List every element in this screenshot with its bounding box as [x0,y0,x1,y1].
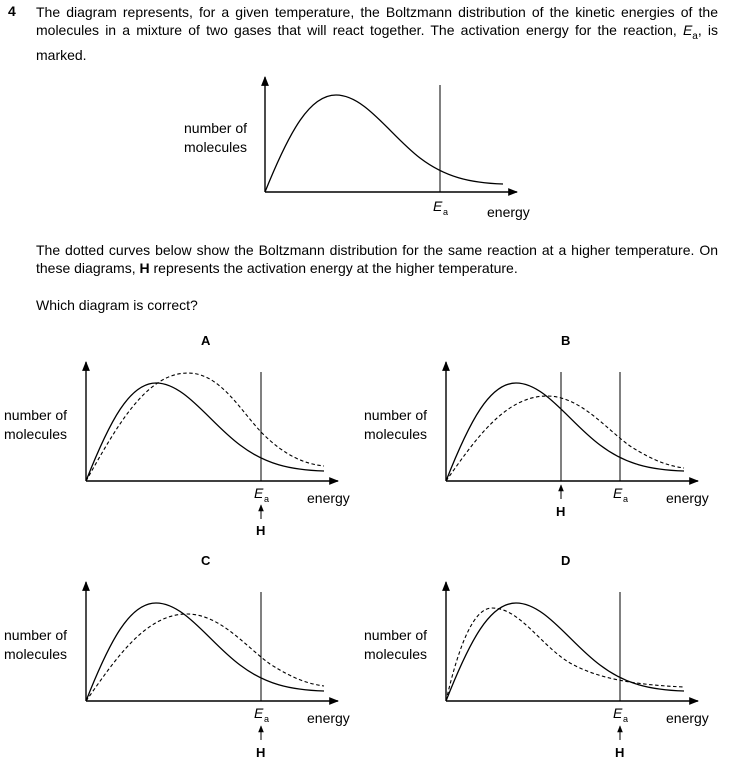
option-b-dotted-curve [446,396,684,481]
option-a-h-label: H [256,523,266,538]
option-b-label[interactable]: B [561,333,571,348]
option-d-solid-curve [446,603,684,701]
reference-ea-subscript: a [443,207,449,217]
ea-subscript: a [692,30,698,42]
question-number: 4 [8,3,16,19]
option-c-diagram [4,553,350,760]
option-a-label[interactable]: A [201,333,211,348]
option-c-y-label-line2: molecules [4,646,68,662]
option-c-h-label: H [256,745,266,760]
option-b-ea-subscript: a [623,494,629,504]
question-prompt: Which diagram is correct? [36,297,198,313]
option-b-y-label-line1: number of [364,407,428,423]
option-d-ea-symbol: E [613,705,623,721]
option-c-ea-symbol: E [254,705,264,721]
para2-text-b: represents the activation energy at the higher temperature. [149,260,518,276]
reference-diagram [184,77,530,220]
option-a-solid-curve [86,383,324,481]
option-c-label[interactable]: C [201,553,211,568]
option-a-y-label-line1: number of [4,407,68,423]
option-d-y-label-line1: number of [364,627,428,643]
option-b-h-label: H [556,504,566,519]
option-d-h-label: H [615,745,625,760]
option-c-y-label-line1: number of [4,627,68,643]
option-a-x-label: energy [307,490,350,506]
para2-bold-h: H [139,260,150,276]
option-d-diagram [364,553,709,760]
ea-symbol: E [682,22,693,38]
option-b-diagram [364,333,709,519]
option-a-ea-symbol: E [254,485,264,501]
reference-solid-curve [265,95,503,192]
option-d-y-label-line2: molecules [364,646,428,662]
option-b-solid-curve [446,383,684,481]
reference-x-label: energy [487,204,530,220]
option-b-y-label-line2: molecules [364,426,428,442]
option-b-ea-symbol: E [613,485,623,501]
reference-y-label-line1: number of [184,120,248,136]
option-a-y-label-line2: molecules [4,426,68,442]
option-c-ea-subscript: a [264,714,270,724]
option-a-diagram [4,333,350,538]
intro-text: The diagram represents, for a given temperature, the Boltzmann distribution of the kinetic energies of the molecules in a mixture of two gases that will react together. The activation energy for the reaction, [36,4,718,38]
option-a-ea-subscript: a [264,494,270,504]
para2-text-a: The dotted curves below show the Boltzmann distribution for the same reaction at a higher temperature. On these diagrams, [36,242,718,276]
option-a-dotted-curve [86,373,324,481]
option-d-label[interactable]: D [561,553,571,568]
option-d-ea-subscript: a [623,714,629,724]
option-b-x-label: energy [666,490,709,506]
intro-end: , is marked. [36,22,719,63]
option-d-x-label: energy [666,710,709,726]
reference-ea-symbol: E [433,198,443,214]
reference-y-label-line2: molecules [184,139,248,155]
option-c-x-label: energy [307,710,350,726]
